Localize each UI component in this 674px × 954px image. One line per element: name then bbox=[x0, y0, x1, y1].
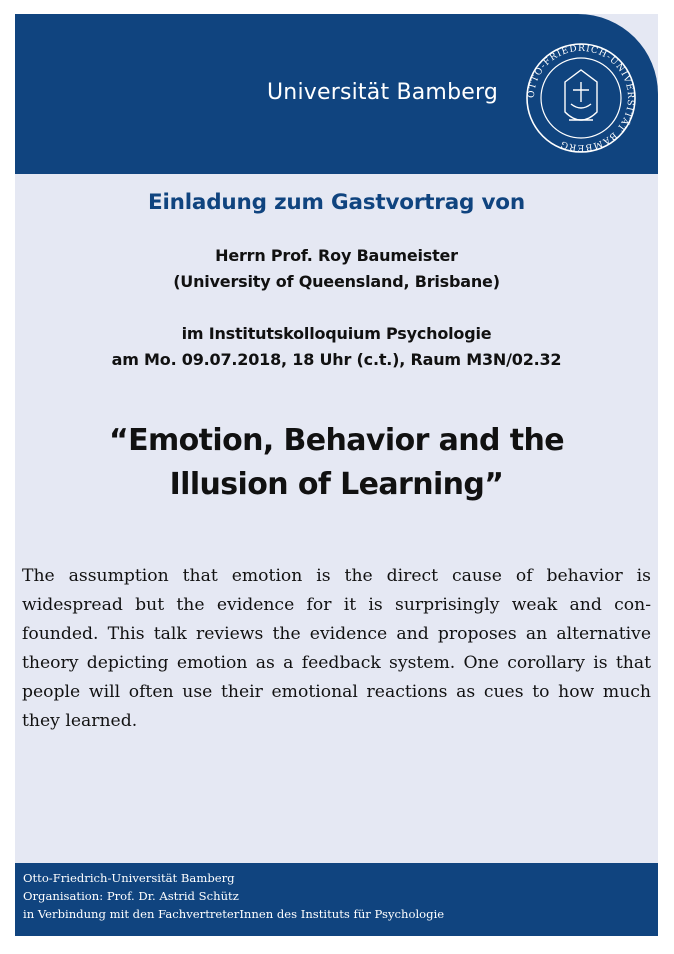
speaker-affiliation: (University of Queensland, Brisbane) bbox=[173, 272, 500, 291]
poster bbox=[15, 14, 658, 936]
invitation-heading: Einladung zum Gastvortrag von bbox=[147, 190, 525, 215]
footer-organisation: Organisation: Prof. Dr. Astrid Schütz bbox=[23, 889, 239, 903]
footer-cooperation: in Verbindung mit den FachvertreterInnen des Instituts für Psychologie bbox=[23, 907, 445, 921]
footer-university: Otto-Friedrich-Universität Bamberg bbox=[23, 871, 235, 885]
seal-ring-text: OTTO-FRIEDRICH-UNIVERSITÄT BAMBERG bbox=[526, 43, 636, 153]
footer-banner bbox=[15, 863, 658, 936]
university-name: Universität Bamberg bbox=[267, 80, 498, 105]
header-banner bbox=[15, 14, 658, 174]
date-location: am Mo. 09.07.2018, 18 Uhr (c.t.), Raum M3N/02.32 bbox=[111, 350, 562, 369]
abstract-text: The assumption that emotion is the direct cause of behavior is widespread but the evidence for it is surprisingly weak and confounded. This talk reviews the evidence and proposes an alternative theory depicting emotion as a feedback system. One corollary is that people will often use their emotional reactions as cues to how much they learned. bbox=[22, 566, 651, 731]
talk-title-line1: “Emotion, Behavior and the bbox=[109, 423, 564, 458]
university-seal-icon bbox=[525, 42, 637, 154]
event-name: im Institutskolloquium Psychologie bbox=[181, 324, 492, 343]
speaker-name: Herrn Prof. Roy Baumeister bbox=[215, 246, 458, 265]
talk-title-line2: Illusion of Learning” bbox=[169, 467, 504, 502]
